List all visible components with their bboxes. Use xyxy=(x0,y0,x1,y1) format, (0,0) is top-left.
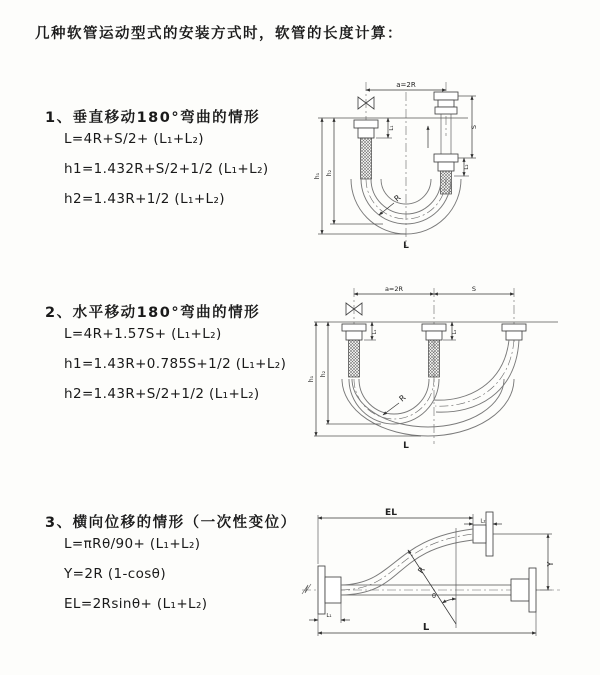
break-symbol xyxy=(302,584,311,594)
formula-length: L=4R+S/2+ (L₁+L₂) xyxy=(64,131,204,147)
dim-label-l: L xyxy=(403,441,409,451)
section-2-heading: 2、水平移动180°弯曲的情形 xyxy=(45,305,261,321)
section-3-formulas xyxy=(64,529,207,619)
section-1-formulas xyxy=(64,124,269,214)
left-pipe-fitting xyxy=(342,324,366,377)
diagram-horizontal-180-bend xyxy=(306,282,576,452)
formula-el: EL=2Rsinθ+ (L₁+L₂) xyxy=(64,596,208,612)
dim-label-h2: h₂ xyxy=(326,169,333,177)
dim-label-l: L xyxy=(422,622,430,633)
dim-label-l2: L₂ xyxy=(464,164,470,170)
dim-label-h2: h₂ xyxy=(320,370,327,378)
u-bend-hose xyxy=(342,379,514,436)
radius-label: R xyxy=(397,393,408,404)
dim-label-a2r: a=2R xyxy=(384,285,404,293)
dim-label-l2: L₂ xyxy=(480,518,486,525)
right-flange xyxy=(511,568,536,612)
dim-label-l1: L₁ xyxy=(326,613,332,619)
formula-length: L=πRθ/90+ (L₁+L₂) xyxy=(64,536,201,552)
diagram-lateral-displacement xyxy=(296,502,578,650)
diagram-vertical-180-bend xyxy=(308,76,558,251)
dim-label-h1: h₁ xyxy=(314,172,321,180)
dim-label-l1: L₁ xyxy=(372,329,378,335)
formula-length: L=4R+1.57S+ (L₁+L₂) xyxy=(64,326,222,342)
formula-h2: h2=1.43R+1/2 (L₁+L₂) xyxy=(64,191,225,207)
dim-label-s: S xyxy=(470,124,478,130)
dim-label-el: EL xyxy=(385,508,397,518)
section-1-heading: 1、垂直移动180°弯曲的情形 xyxy=(45,110,261,126)
dim-label-l2: L₂ xyxy=(452,329,458,335)
dim-label-h1: h₁ xyxy=(308,375,315,383)
formula-h2: h2=1.43R+S/2+1/2 (L₁+L₂) xyxy=(64,386,260,402)
formula-y: Y=2R (1-cosθ) xyxy=(64,566,166,582)
dim-label-a2r: a=2R xyxy=(396,81,416,89)
radius-label: R xyxy=(416,565,427,576)
middle-pipe-fitting xyxy=(422,324,446,377)
section-2-formulas xyxy=(64,319,286,409)
shifted-hose xyxy=(434,340,519,412)
formula-h1: h1=1.43R+0.785S+1/2 (L₁+L₂) xyxy=(64,356,287,372)
dimensions xyxy=(309,508,555,636)
theta-label: θ xyxy=(432,592,436,600)
left-pipe-fitting xyxy=(354,120,378,179)
centerlines xyxy=(366,82,446,246)
right-pipe-fitting xyxy=(434,92,458,194)
radius-label: R xyxy=(392,193,403,204)
dim-label-s: S xyxy=(471,285,477,293)
dim-label-l: L xyxy=(403,241,409,251)
section-3-heading: 3、横向位移的情形（一次性变位） xyxy=(45,515,297,531)
dim-label-l1: L₁ xyxy=(389,125,395,131)
formula-h1: h1=1.432R+S/2+1/2 (L₁+L₂) xyxy=(64,161,269,177)
right-pipe-fitting xyxy=(502,324,526,340)
dim-label-y: Y xyxy=(546,561,555,567)
page-title: 几种软管运动型式的安装方式时，软管的长度计算： xyxy=(35,26,403,42)
left-flange xyxy=(318,566,341,614)
